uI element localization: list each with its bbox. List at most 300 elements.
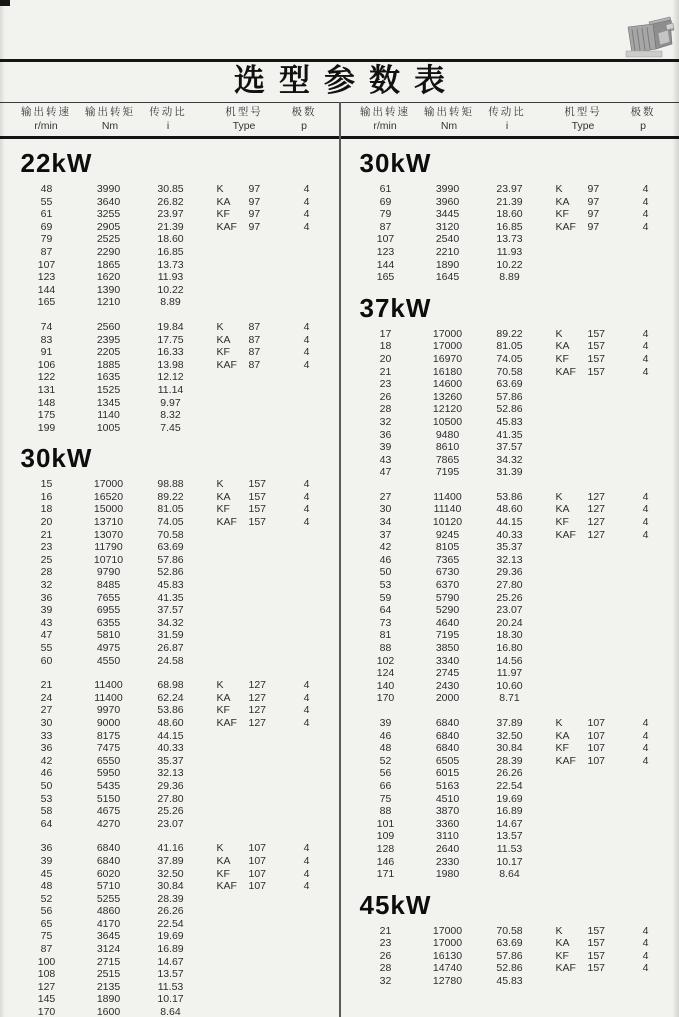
speed-cell: 27 bbox=[40, 704, 53, 717]
ratio-cell: 34.32 bbox=[157, 616, 184, 629]
table-row bbox=[340, 805, 679, 818]
torque-cell: 1635 bbox=[96, 371, 121, 384]
section-heading: 37kW bbox=[359, 292, 432, 323]
ratio-cell: 35.37 bbox=[496, 541, 523, 554]
header-poles: 极数 p bbox=[630, 106, 656, 132]
table-row bbox=[340, 950, 679, 963]
speed-cell: 55 bbox=[40, 642, 53, 654]
speed-cell: 79 bbox=[379, 208, 392, 221]
torque-cell: 6730 bbox=[435, 566, 460, 579]
table-row bbox=[340, 516, 679, 529]
torque-cell: 3340 bbox=[435, 654, 460, 667]
type-size-cell: 97 bbox=[248, 220, 261, 233]
speed-cell: 146 bbox=[376, 855, 395, 868]
ratio-cell: 10.22 bbox=[157, 283, 184, 296]
type-name-cell: KA bbox=[555, 937, 570, 950]
poles-cell: 4 bbox=[303, 842, 310, 855]
speed-cell: 131 bbox=[37, 383, 56, 396]
torque-cell: 16130 bbox=[432, 949, 463, 962]
torque-cell: 11400 bbox=[94, 691, 123, 704]
torque-cell: 1865 bbox=[96, 258, 121, 271]
type-name-cell: KAF bbox=[216, 716, 237, 729]
speed-cell: 42 bbox=[40, 754, 53, 767]
speed-cell: 23 bbox=[40, 541, 53, 554]
table-row bbox=[340, 541, 679, 554]
ratio-cell: 41.35 bbox=[496, 428, 523, 441]
torque-cell: 6355 bbox=[96, 616, 121, 629]
table-row bbox=[340, 353, 679, 366]
table-row bbox=[1, 321, 340, 334]
table-row bbox=[1, 183, 340, 196]
ratio-cell: 29.36 bbox=[157, 779, 184, 792]
table-row bbox=[340, 466, 679, 479]
ratio-cell: 27.80 bbox=[157, 792, 184, 805]
speed-cell: 48 bbox=[40, 880, 53, 893]
table-row bbox=[1, 566, 340, 579]
torque-cell: 6840 bbox=[435, 729, 460, 742]
table-row bbox=[1, 371, 340, 384]
torque-cell: 1885 bbox=[96, 358, 121, 371]
table-row bbox=[340, 183, 679, 196]
poles-cell: 4 bbox=[303, 716, 310, 729]
speed-cell: 37 bbox=[379, 528, 392, 541]
table-row bbox=[1, 233, 340, 246]
ratio-cell: 23.97 bbox=[496, 183, 523, 195]
ratio-cell: 70.58 bbox=[496, 924, 523, 937]
ratio-cell: 17.75 bbox=[157, 333, 184, 346]
speed-cell: 43 bbox=[40, 616, 53, 629]
row-block bbox=[340, 328, 679, 479]
ratio-cell: 11.14 bbox=[157, 383, 184, 396]
torque-cell: 16970 bbox=[432, 352, 463, 365]
torque-cell: 5290 bbox=[435, 604, 460, 617]
ratio-cell: 19.69 bbox=[157, 930, 184, 943]
table-row bbox=[340, 604, 679, 617]
speed-cell: 123 bbox=[376, 245, 395, 258]
speed-cell: 73 bbox=[379, 616, 392, 629]
table-row bbox=[1, 930, 340, 943]
torque-cell: 16180 bbox=[432, 365, 463, 378]
speed-cell: 36 bbox=[379, 428, 392, 441]
ratio-cell: 11.93 bbox=[157, 271, 184, 284]
poles-cell: 4 bbox=[303, 503, 310, 516]
ratio-cell: 16.33 bbox=[157, 346, 184, 359]
poles-cell: 4 bbox=[303, 346, 310, 359]
torque-cell: 5255 bbox=[96, 892, 121, 905]
torque-cell: 2205 bbox=[96, 346, 121, 359]
ratio-cell: 13.98 bbox=[157, 358, 184, 371]
table-row bbox=[340, 767, 679, 780]
torque-cell: 7365 bbox=[435, 553, 460, 566]
speed-cell: 60 bbox=[40, 654, 53, 667]
ratio-cell: 8.71 bbox=[499, 692, 520, 705]
type-name-cell: K bbox=[216, 478, 224, 491]
type-name-cell: KF bbox=[216, 208, 230, 221]
speed-cell: 107 bbox=[37, 258, 56, 271]
ratio-cell: 34.32 bbox=[496, 453, 523, 466]
speed-cell: 59 bbox=[379, 591, 392, 604]
poles-cell: 4 bbox=[642, 183, 649, 195]
ratio-cell: 19.69 bbox=[496, 792, 523, 805]
torque-cell: 3645 bbox=[96, 930, 121, 943]
speed-cell: 69 bbox=[379, 195, 392, 208]
poles-cell: 4 bbox=[642, 490, 649, 503]
ratio-cell: 11.97 bbox=[496, 667, 523, 680]
ratio-cell: 16.89 bbox=[496, 805, 523, 818]
header-output-speed: 输出转速 r/min bbox=[21, 106, 71, 132]
ratio-cell: 8.64 bbox=[499, 868, 520, 881]
speed-cell: 58 bbox=[40, 805, 53, 818]
type-size-cell: 97 bbox=[248, 208, 261, 221]
table-row bbox=[340, 925, 679, 938]
torque-cell: 3640 bbox=[96, 195, 121, 208]
torque-cell: 5810 bbox=[96, 629, 121, 642]
ratio-cell: 22.54 bbox=[496, 779, 523, 792]
ratio-cell: 48.60 bbox=[157, 716, 184, 729]
table-row bbox=[1, 717, 340, 730]
poles-cell: 4 bbox=[303, 320, 310, 333]
table-row bbox=[1, 579, 340, 592]
ratio-cell: 26.87 bbox=[157, 642, 184, 654]
speed-cell: 128 bbox=[376, 842, 395, 855]
type-size-cell: 97 bbox=[587, 220, 600, 233]
ratio-cell: 25.26 bbox=[157, 805, 184, 818]
torque-cell: 5790 bbox=[435, 591, 460, 604]
speed-cell: 148 bbox=[37, 396, 56, 409]
torque-cell: 9790 bbox=[96, 566, 121, 579]
table-row bbox=[340, 793, 679, 806]
torque-cell: 11400 bbox=[94, 679, 123, 692]
ratio-cell: 28.39 bbox=[157, 892, 184, 905]
type-size-cell: 87 bbox=[248, 320, 261, 333]
table-row bbox=[340, 692, 679, 705]
speed-cell: 61 bbox=[40, 208, 53, 221]
ratio-cell: 18.60 bbox=[157, 233, 184, 246]
ratio-cell: 9.97 bbox=[160, 396, 181, 409]
type-name-cell: KA bbox=[216, 333, 231, 346]
ratio-cell: 16.80 bbox=[496, 642, 523, 654]
type-size-cell: 87 bbox=[248, 358, 261, 371]
speed-cell: 55 bbox=[40, 195, 53, 208]
speed-cell: 17 bbox=[379, 327, 392, 340]
torque-cell: 9245 bbox=[435, 528, 460, 541]
poles-cell: 4 bbox=[303, 867, 310, 880]
type-name-cell: KF bbox=[216, 346, 230, 359]
speed-cell: 64 bbox=[379, 604, 392, 617]
table-row bbox=[1, 334, 340, 347]
type-name-cell: KF bbox=[555, 352, 569, 365]
ratio-cell: 32.50 bbox=[157, 867, 184, 880]
row-block bbox=[1, 478, 340, 667]
speed-cell: 88 bbox=[379, 642, 392, 654]
torque-cell: 3445 bbox=[435, 208, 460, 221]
type-name-cell: KAF bbox=[555, 528, 576, 541]
speed-cell: 30 bbox=[40, 716, 53, 729]
torque-cell: 1620 bbox=[96, 271, 121, 284]
ratio-cell: 12.12 bbox=[157, 371, 184, 384]
ratio-cell: 20.24 bbox=[496, 616, 523, 629]
table-row bbox=[340, 340, 679, 353]
type-size-cell: 107 bbox=[587, 729, 606, 742]
header-group-right bbox=[339, 103, 678, 136]
torque-cell: 2540 bbox=[435, 233, 460, 246]
type-size-cell: 157 bbox=[248, 478, 267, 491]
torque-cell: 1600 bbox=[96, 1006, 121, 1017]
ratio-cell: 40.33 bbox=[496, 528, 523, 541]
speed-cell: 83 bbox=[40, 333, 53, 346]
speed-cell: 20 bbox=[379, 352, 392, 365]
table-row bbox=[1, 742, 340, 755]
table-row bbox=[340, 830, 679, 843]
torque-cell: 5163 bbox=[435, 779, 460, 792]
table-row bbox=[340, 271, 679, 284]
speed-cell: 48 bbox=[40, 183, 53, 195]
torque-cell: 3850 bbox=[435, 642, 460, 654]
torque-cell: 10710 bbox=[93, 553, 124, 566]
table-row bbox=[1, 409, 340, 422]
table-row bbox=[340, 391, 679, 404]
type-name-cell: KAF bbox=[555, 962, 576, 975]
poles-cell: 4 bbox=[303, 704, 310, 717]
type-size-cell: 157 bbox=[587, 365, 606, 378]
torque-cell: 17000 bbox=[93, 478, 124, 491]
ratio-cell: 10.60 bbox=[496, 679, 523, 692]
type-name-cell: KA bbox=[216, 195, 231, 208]
ratio-cell: 44.15 bbox=[157, 729, 184, 742]
torque-cell: 2640 bbox=[435, 842, 460, 855]
ratio-cell: 62.24 bbox=[157, 691, 184, 704]
speed-cell: 36 bbox=[40, 742, 53, 755]
torque-cell: 2745 bbox=[435, 667, 460, 680]
table-row bbox=[1, 880, 340, 893]
table-row bbox=[1, 818, 340, 831]
type-size-cell: 127 bbox=[248, 691, 267, 704]
table-row bbox=[340, 454, 679, 467]
table-row bbox=[1, 346, 340, 359]
table-row bbox=[1, 842, 340, 855]
table-row bbox=[1, 943, 340, 956]
type-name-cell: K bbox=[555, 716, 563, 729]
torque-cell: 3110 bbox=[436, 830, 459, 843]
ratio-cell: 53.86 bbox=[496, 490, 523, 503]
speed-cell: 56 bbox=[40, 905, 53, 918]
type-name-cell: KF bbox=[555, 949, 569, 962]
speed-cell: 26 bbox=[379, 390, 392, 403]
table-row bbox=[1, 655, 340, 668]
torque-cell: 5950 bbox=[96, 767, 121, 780]
ratio-cell: 52.86 bbox=[496, 403, 523, 416]
type-name-cell: KF bbox=[555, 208, 569, 221]
ratio-cell: 19.84 bbox=[157, 320, 184, 333]
ratio-cell: 81.05 bbox=[157, 503, 184, 516]
table-row bbox=[340, 655, 679, 668]
ratio-cell: 8.89 bbox=[160, 296, 181, 309]
torque-cell: 6550 bbox=[96, 754, 121, 767]
torque-cell: 17000 bbox=[432, 937, 463, 950]
table-row bbox=[1, 196, 340, 209]
poles-cell: 4 bbox=[642, 528, 649, 541]
ratio-cell: 53.86 bbox=[157, 704, 184, 717]
torque-cell: 2715 bbox=[96, 955, 121, 968]
ratio-cell: 21.39 bbox=[496, 195, 523, 208]
torque-cell: 5150 bbox=[96, 792, 121, 805]
speed-cell: 66 bbox=[379, 779, 392, 792]
table-row bbox=[340, 742, 679, 755]
torque-cell: 3120 bbox=[435, 220, 460, 233]
type-size-cell: 127 bbox=[587, 528, 606, 541]
type-name-cell: K bbox=[555, 183, 563, 195]
speed-cell: 165 bbox=[376, 271, 395, 284]
table-row bbox=[1, 208, 340, 221]
header-model-type: 机型号 Type bbox=[225, 106, 263, 132]
table-row bbox=[1, 541, 340, 554]
poles-cell: 4 bbox=[303, 333, 310, 346]
poles-cell: 4 bbox=[303, 516, 310, 529]
table-row bbox=[340, 629, 679, 642]
type-name-cell: KAF bbox=[555, 220, 576, 233]
type-size-cell: 97 bbox=[248, 183, 261, 195]
speed-cell: 26 bbox=[379, 949, 392, 962]
type-size-cell: 157 bbox=[248, 490, 267, 503]
ratio-cell: 26.82 bbox=[157, 195, 184, 208]
ratio-cell: 45.83 bbox=[496, 415, 523, 428]
speed-cell: 74 bbox=[40, 320, 53, 333]
poles-cell: 4 bbox=[303, 880, 310, 893]
torque-cell: 15000 bbox=[93, 503, 124, 516]
table-row bbox=[1, 503, 340, 516]
ratio-cell: 57.86 bbox=[157, 553, 184, 566]
ratio-cell: 63.69 bbox=[157, 541, 184, 554]
poles-cell: 4 bbox=[303, 183, 310, 195]
ratio-cell: 16.89 bbox=[157, 943, 184, 956]
table-row bbox=[1, 604, 340, 617]
speed-cell: 124 bbox=[376, 667, 395, 680]
torque-cell: 12120 bbox=[432, 403, 463, 416]
table-row bbox=[1, 246, 340, 259]
ratio-cell: 11.93 bbox=[496, 245, 523, 258]
torque-cell: 1890 bbox=[435, 258, 460, 271]
ratio-cell: 48.60 bbox=[496, 503, 523, 516]
table-row bbox=[1, 397, 340, 410]
speed-cell: 21 bbox=[40, 528, 53, 541]
type-size-cell: 157 bbox=[248, 503, 267, 516]
table-row bbox=[1, 284, 340, 297]
type-size-cell: 157 bbox=[587, 352, 606, 365]
speed-cell: 52 bbox=[40, 892, 53, 905]
speed-cell: 28 bbox=[40, 566, 53, 579]
table-row bbox=[1, 384, 340, 397]
table-row bbox=[340, 818, 679, 831]
power-section bbox=[1, 444, 340, 1017]
page-title: 选型参数表 bbox=[234, 63, 459, 98]
ratio-cell: 30.84 bbox=[496, 742, 523, 755]
speed-cell: 23 bbox=[379, 378, 392, 391]
poles-cell: 4 bbox=[303, 220, 310, 233]
header-group-left bbox=[0, 103, 339, 136]
type-name-cell: K bbox=[555, 327, 563, 340]
torque-cell: 9970 bbox=[96, 704, 121, 717]
ratio-cell: 63.69 bbox=[496, 378, 523, 391]
type-name-cell: K bbox=[555, 490, 563, 503]
type-name-cell: KAF bbox=[555, 365, 576, 378]
speed-cell: 42 bbox=[379, 541, 392, 554]
table-row bbox=[340, 962, 679, 975]
speed-cell: 46 bbox=[379, 729, 392, 742]
header-ratio: 传动比 i bbox=[488, 106, 526, 132]
torque-cell: 17000 bbox=[432, 924, 463, 937]
ratio-cell: 25.26 bbox=[496, 591, 523, 604]
ratio-cell: 14.67 bbox=[157, 955, 184, 968]
table-row bbox=[1, 905, 340, 918]
speed-cell: 165 bbox=[37, 296, 56, 309]
torque-cell: 1525 bbox=[96, 383, 121, 396]
ratio-cell: 11.53 bbox=[496, 842, 523, 855]
table-row bbox=[1, 642, 340, 655]
table-row bbox=[340, 233, 679, 246]
type-name-cell: KA bbox=[555, 340, 570, 353]
ratio-cell: 10.22 bbox=[496, 258, 523, 271]
header-poles: 极数 p bbox=[291, 106, 317, 132]
table-row bbox=[340, 403, 679, 416]
poles-cell: 4 bbox=[642, 327, 649, 340]
speed-cell: 127 bbox=[37, 980, 56, 993]
poles-cell: 4 bbox=[303, 490, 310, 503]
type-name-cell: KF bbox=[216, 704, 230, 717]
table-row bbox=[1, 755, 340, 768]
type-size-cell: 107 bbox=[587, 716, 606, 729]
torque-cell: 17000 bbox=[432, 340, 463, 353]
type-name-cell: KA bbox=[216, 691, 231, 704]
power-section bbox=[1, 149, 340, 434]
table-row bbox=[340, 780, 679, 793]
speed-cell: 144 bbox=[376, 258, 395, 271]
type-size-cell: 107 bbox=[248, 854, 267, 867]
type-size-cell: 107 bbox=[587, 754, 606, 767]
poles-cell: 4 bbox=[642, 962, 649, 975]
torque-cell: 4675 bbox=[96, 805, 121, 818]
type-name-cell: KA bbox=[216, 854, 231, 867]
speed-cell: 27 bbox=[379, 490, 392, 503]
torque-cell: 17000 bbox=[432, 327, 463, 340]
table-row bbox=[340, 196, 679, 209]
power-section bbox=[340, 294, 679, 881]
table-row bbox=[1, 968, 340, 981]
speed-cell: 102 bbox=[376, 654, 395, 667]
torque-cell: 4510 bbox=[435, 792, 460, 805]
speed-cell: 140 bbox=[376, 679, 395, 692]
torque-cell: 3360 bbox=[435, 817, 460, 830]
torque-cell: 6370 bbox=[435, 579, 460, 592]
table-row bbox=[340, 529, 679, 542]
type-size-cell: 127 bbox=[248, 704, 267, 717]
torque-cell: 9480 bbox=[435, 428, 460, 441]
speed-cell: 24 bbox=[40, 691, 53, 704]
type-size-cell: 97 bbox=[587, 195, 600, 208]
ratio-cell: 44.15 bbox=[496, 516, 523, 529]
torque-cell: 3255 bbox=[96, 208, 121, 221]
ratio-cell: 24.58 bbox=[157, 654, 184, 667]
speed-cell: 16 bbox=[40, 490, 53, 503]
speed-cell: 43 bbox=[379, 453, 392, 466]
torque-cell: 2525 bbox=[96, 233, 121, 246]
table-row bbox=[340, 856, 679, 869]
ratio-cell: 98.88 bbox=[157, 478, 184, 491]
speed-cell: 15 bbox=[40, 478, 53, 491]
ratio-cell: 52.86 bbox=[496, 962, 523, 975]
type-name-cell: KF bbox=[555, 742, 569, 755]
ratio-cell: 57.86 bbox=[496, 949, 523, 962]
type-name-cell: KAF bbox=[216, 516, 237, 529]
